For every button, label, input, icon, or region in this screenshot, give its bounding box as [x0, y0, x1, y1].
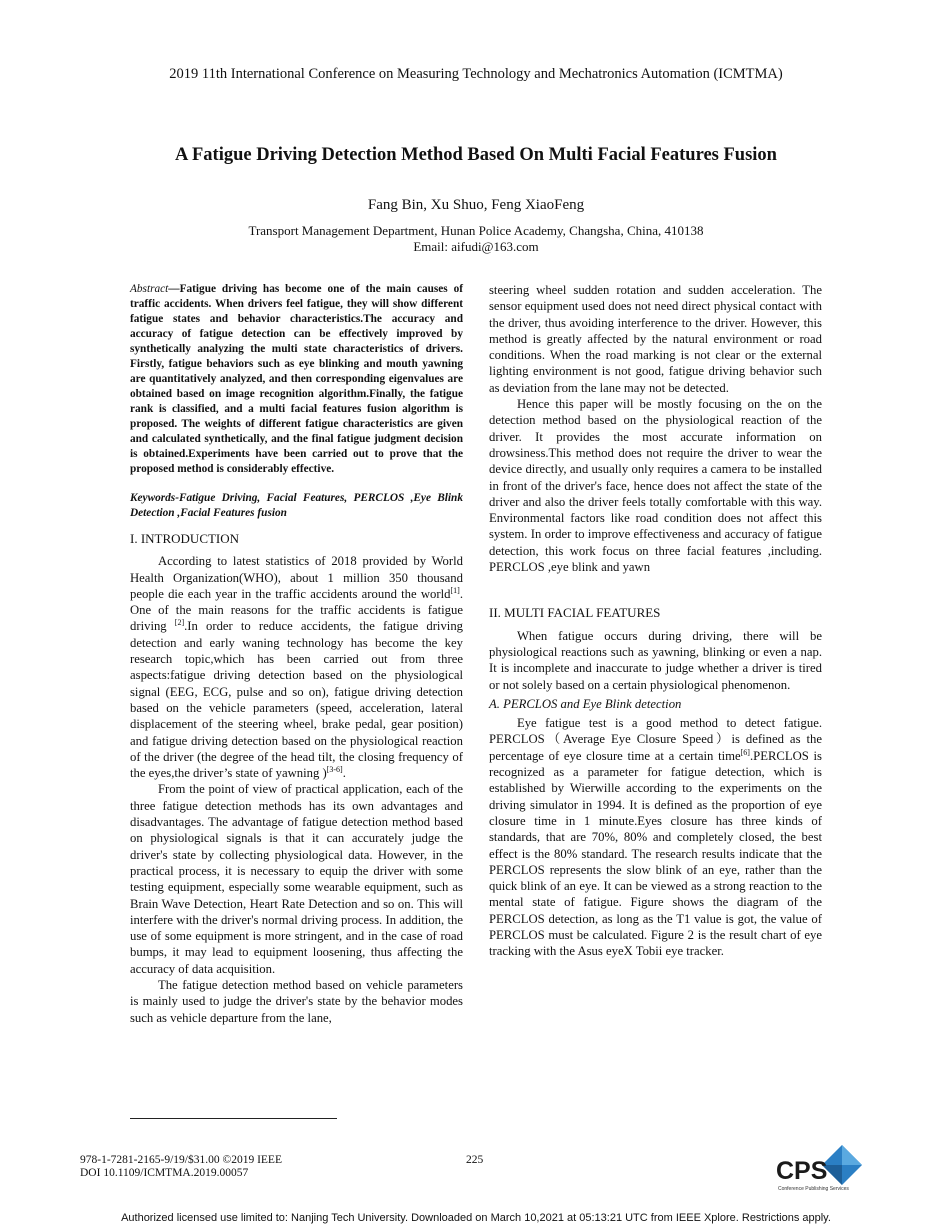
- email-line: Email: aifudi@163.com: [413, 239, 539, 254]
- paper-title: A Fatigue Driving Detection Method Based On Multi Facial Features Fusion: [175, 145, 777, 165]
- section2-paragraph-1: When fatigue occurs during driving, there will be physiological reactions such as yawning, blinking or even a nap. It is incomplete and inaccurate to judge whether a driver is tired or not solely based on a certain physiological phenomenon.: [489, 628, 822, 692]
- section-heading-introduction: I. INTRODUCTION: [130, 531, 240, 546]
- text-span: .In order to reduce accidents, the fatigue driving detection and early waning technology has become the key research topic,which has been carried out from three aspects:fatigue driving detection based on the physiological signal (EEG, ECG, pulse and so on), fatigue driving detection based on the vehicle parameters (speed, acceleration, lateral displacement of the steering wheel, brake pedal, gear position) and fatigue driving detection based on the physiological reaction of the driver (the degree of the head tilt, the closing frequency of the eyes,the driver’s state of yawning ): [130, 619, 464, 781]
- isbn-line: 978-1-7281-2165-9/19/$31.00 ©2019 IEEE: [80, 1154, 282, 1166]
- text-span: .: [342, 766, 346, 781]
- cps-logo-subtext: Conference Publishing Services: [778, 1186, 849, 1192]
- perclos-paragraph: [489, 715, 822, 959]
- conference-header: 2019 11th International Conference on Measuring Technology and Mechatronics Automation (ICMTMA): [169, 66, 783, 82]
- text-span: .PERCLOS is recognized as a parameter for fatigue detection, which is established by Wierwille according to the experiments on the driving simulator in 1994. It is defined as the proportion of eye closure time in 1 minute.Eyes closure has three kinds of standards, that are 70%, 80% and completely closed, the best effect is the 80% standard. The research results indicate that the PERCLOS represents the slow blink of an eye, rather than the quick blink of an eye. It can be viewed as a strong reaction to the mental state of fatigue. Figure shows the diagram of the PERCLOS detection, as long as the T1 value is got, the value of PERCLOS must be calculated. Figure 2 is the result chart of eye tracking with the Asus eyeX Tobii eye tracker.: [489, 748, 822, 959]
- keywords: Keywords-Fatigue Driving, Facial Features, PERCLOS ,Eye Blink Detection ,Facial Features fusion: [130, 492, 463, 519]
- license-notice: Authorized licensed use limited to: Nanjing Tech University. Downloaded on March 10,2021 at 05:13:21 UTC from IEEE Xplore. Restrictions apply.: [121, 1212, 831, 1224]
- subsection-heading-perclos: A. PERCLOS and Eye Blink detection: [489, 696, 682, 711]
- doi-line: DOI 10.1109/ICMTMA.2019.00057: [80, 1167, 249, 1179]
- citation-ref: [2]: [174, 618, 185, 628]
- citation-ref: [6]: [740, 747, 750, 757]
- intro-paragraph-2: From the point of view of practical application, each of the three fatigue detection methods has its own advantages and disadvantages. The advantage of fatigue detection method based on physiological signals is that it can accurately judge the driver's state by collecting physiological data. However, in the practical process, it is necessary to equip the driver with some testing equipment, especially some wearable equipment, such as Brain Wave Detection, Heart Rate Detection and so on. This will interfere with the driver's normal driving process. In addition, the use of some equipment is more stringent, and in the case of road bumps, it may lead to equipment loosening, thus affecting the accuracy of data acquisition.: [130, 782, 463, 976]
- abstract: [130, 282, 463, 477]
- text-span: . One of the main reasons for the traffic accidents is fatigue driving: [130, 586, 463, 634]
- right-paragraph-1: steering wheel sudden rotation and sudden acceleration. The sensor equipment used does not need direct physical contact with the driver, thus avoiding interference to the driver. However, this method is greatly affected by the natural environment or road conditions. When the road marking is not clear or the external lighting environment is not good, fatigue driving behavior such as deviation from the lane may not be detected.: [489, 283, 822, 395]
- intro-paragraph-3: The fatigue detection method based on vehicle parameters is mainly used to judge the driver's state by the behavior modes such as vehicle departure from the lane,: [130, 978, 463, 1025]
- right-paragraph-2: Hence this paper will be mostly focusing on the on the detection method based on the physiological reaction of the driver. It provides the most accurate information on drowsiness.This method does not require the driver to wear the device directly, and usually only requires a camera to be installed in front of the driver's face, hence does not affect the state of the driver and also the driver feels totally comfortable with this way. Environmental factors like road condition does not affect this system. In order to improve effectiveness and accuracy of fatigue detection, this work focus on three facial features ,including. PERCLOS ,eye blink and yawn: [489, 397, 822, 575]
- left-column: [130, 282, 463, 1026]
- text-span: Eye fatigue test is a good method to detect fatigue. PERCLOS（Average Eye Closure Speed）is defined as the percentage of eye closure time at a certain time: [489, 716, 822, 763]
- intro-paragraph-1: [130, 553, 463, 781]
- section-heading-multi-facial: II. MULTI FACIAL FEATURES: [489, 605, 661, 621]
- citation-ref: [1]: [450, 585, 460, 595]
- affiliation-line: Transport Management Department, Hunan Police Academy, Changsha, China, 410138: [248, 223, 704, 238]
- publication-ids: [80, 1154, 282, 1180]
- right-column: [489, 282, 822, 960]
- text-span: According to latest statistics of 2018 provided by World Health Organization(WHO), about 1 million 350 thousand people die each year in the traffic accidents around the world: [130, 554, 463, 601]
- cps-logo-text: CPS: [776, 1157, 828, 1185]
- abstract-lead: Abstract: [130, 283, 169, 295]
- cps-diamond-icon: [822, 1145, 862, 1185]
- abstract-body: —Fatigue driving has become one of the main causes of traffic accidents. When drivers feel fatigue, they will show different fatigue states and behavior characteristics.The accuracy and accuracy of fatigue detection can be effectively improved by synthetically analyzing the multi state characteristics of drivers. Firstly, fatigue behaviors such as eye blinking and mouth yawning are quantitatively analyzed, and then corresponding eigenvalues are obtained based on image recognition algorithm.Finally, the fatigue rank is classified, and a multi facial features fusion algorithm is proposed. The weights of different fatigue characteristics are given and calculated synthetically, and the final fatigue judgment decision is obtained.Experiments have been carried out to prove that the proposed method is considerably effective.: [130, 283, 463, 475]
- paper-authors: Fang Bin, Xu Shuo, Feng XiaoFeng: [367, 197, 585, 213]
- paper-affiliation: [0, 223, 952, 255]
- page-number: 225: [466, 1154, 484, 1166]
- cps-logo: [776, 1143, 868, 1195]
- footnote-divider: [130, 1118, 337, 1119]
- citation-ref: [3-6]: [326, 764, 343, 774]
